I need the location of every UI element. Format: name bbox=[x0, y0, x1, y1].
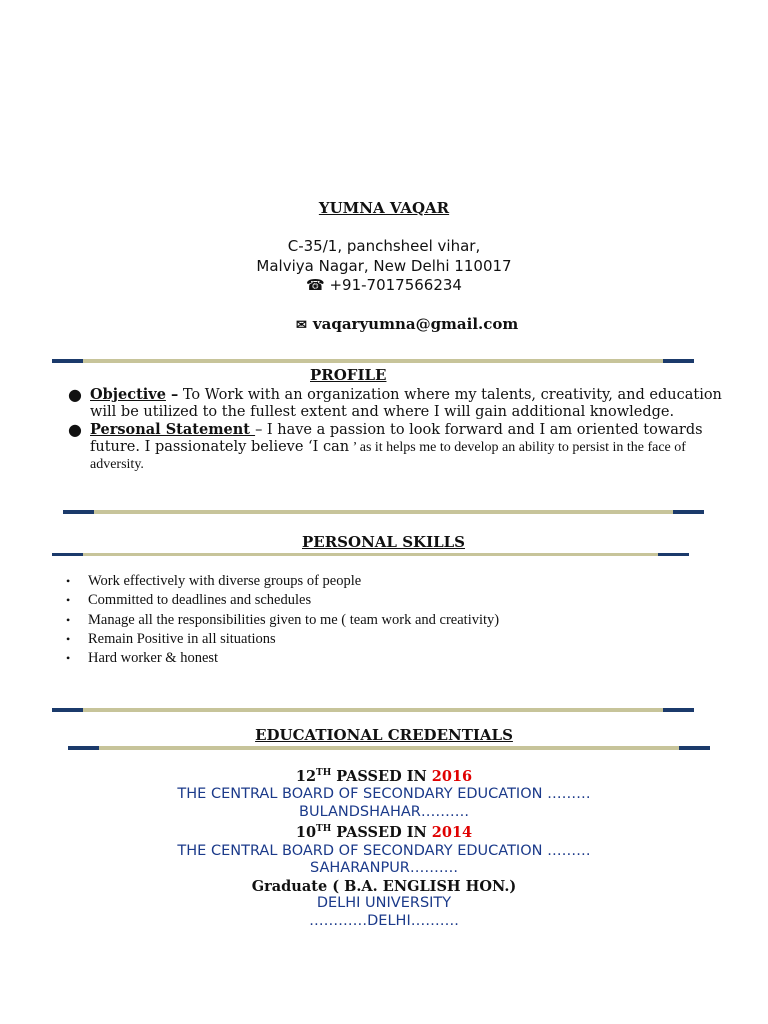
list-item: • Work effectively with diverse groups of people bbox=[66, 572, 746, 591]
email-address: vaqaryumna@gmail.com bbox=[312, 315, 519, 333]
statement-label: Personal Statement bbox=[90, 421, 256, 438]
candidate-name: YUMNA VAQAR bbox=[318, 199, 450, 217]
board-12th: THE CENTRAL BOARD OF SECONDARY EDUCATION ……… bbox=[177, 786, 591, 803]
education-heading: EDUCATIONAL CREDENTIALS bbox=[255, 726, 513, 744]
statement-text: – I have a passion to look forward and I am oriented towards future. I passionately believe ‘I can bbox=[90, 422, 703, 455]
objective-text: To Work with an organization where my talents, creativity, and education will be utilized to the fullest extent and where I will gain additional knowledge. bbox=[90, 387, 722, 420]
board-10th: THE CENTRAL BOARD OF SECONDARY EDUCATION ……… bbox=[177, 842, 591, 859]
profile-heading: PROFILE bbox=[310, 366, 387, 384]
place-12th: BULANDSHAHAR………. bbox=[299, 803, 469, 820]
email-line bbox=[296, 315, 518, 333]
bullet-icon: • bbox=[66, 574, 71, 588]
graduate-city: …………DELHI………. bbox=[309, 912, 459, 929]
bullet-icon: • bbox=[66, 612, 71, 627]
list-item: • Remain Positive in all situations bbox=[66, 630, 746, 649]
statement-tail: ’ as it helps me to develop an ability to persist in the face of adversity. bbox=[90, 440, 686, 472]
bullet-icon: ● bbox=[68, 420, 82, 439]
skills-heading: PERSONAL SKILLS bbox=[302, 533, 466, 551]
profile-item-statement bbox=[68, 421, 733, 473]
phone-line bbox=[0, 276, 768, 294]
list-item: • Hard worker & honest bbox=[66, 649, 746, 668]
list-item: • Manage all the responsibilities given to me ( team work and creativity) bbox=[66, 611, 746, 630]
profile-list bbox=[68, 386, 733, 473]
list-item: • Committed to deadlines and schedules bbox=[66, 591, 746, 610]
section-divider bbox=[52, 553, 689, 556]
bullet-icon: • bbox=[66, 631, 71, 646]
profile-item-objective bbox=[68, 386, 733, 421]
bullet-icon: ● bbox=[68, 385, 82, 404]
bullet-icon: • bbox=[66, 593, 71, 608]
phone-number: +91-7017566234 bbox=[329, 276, 462, 294]
phone-icon: ☎ bbox=[306, 276, 325, 294]
education-entry-12th: 12TH PASSED IN 2016 bbox=[295, 767, 473, 785]
year-10th: 2014 bbox=[431, 824, 473, 842]
education-entry-10th: 10TH PASSED IN 2014 bbox=[295, 824, 473, 842]
envelope-icon: ✉ bbox=[296, 318, 307, 333]
address-line-2: Malviya Nagar, New Delhi 110017 bbox=[256, 257, 512, 275]
section-divider bbox=[52, 359, 694, 363]
place-10th: SAHARANPUR………. bbox=[309, 860, 458, 877]
objective-separator: – bbox=[165, 386, 179, 403]
section-divider bbox=[68, 746, 710, 750]
section-divider bbox=[52, 708, 694, 712]
skills-list bbox=[66, 572, 746, 668]
graduate-university: DELHI UNIVERSITY bbox=[316, 895, 452, 912]
bullet-icon: • bbox=[66, 651, 71, 666]
section-divider bbox=[63, 510, 704, 514]
graduate-title: Graduate ( B.A. ENGLISH HON.) bbox=[251, 877, 517, 895]
education-block bbox=[0, 765, 768, 930]
address-line-1: C-35/1, panchsheel vihar, bbox=[287, 237, 481, 255]
objective-label: Objective bbox=[90, 386, 166, 403]
year-12th: 2016 bbox=[431, 767, 473, 785]
